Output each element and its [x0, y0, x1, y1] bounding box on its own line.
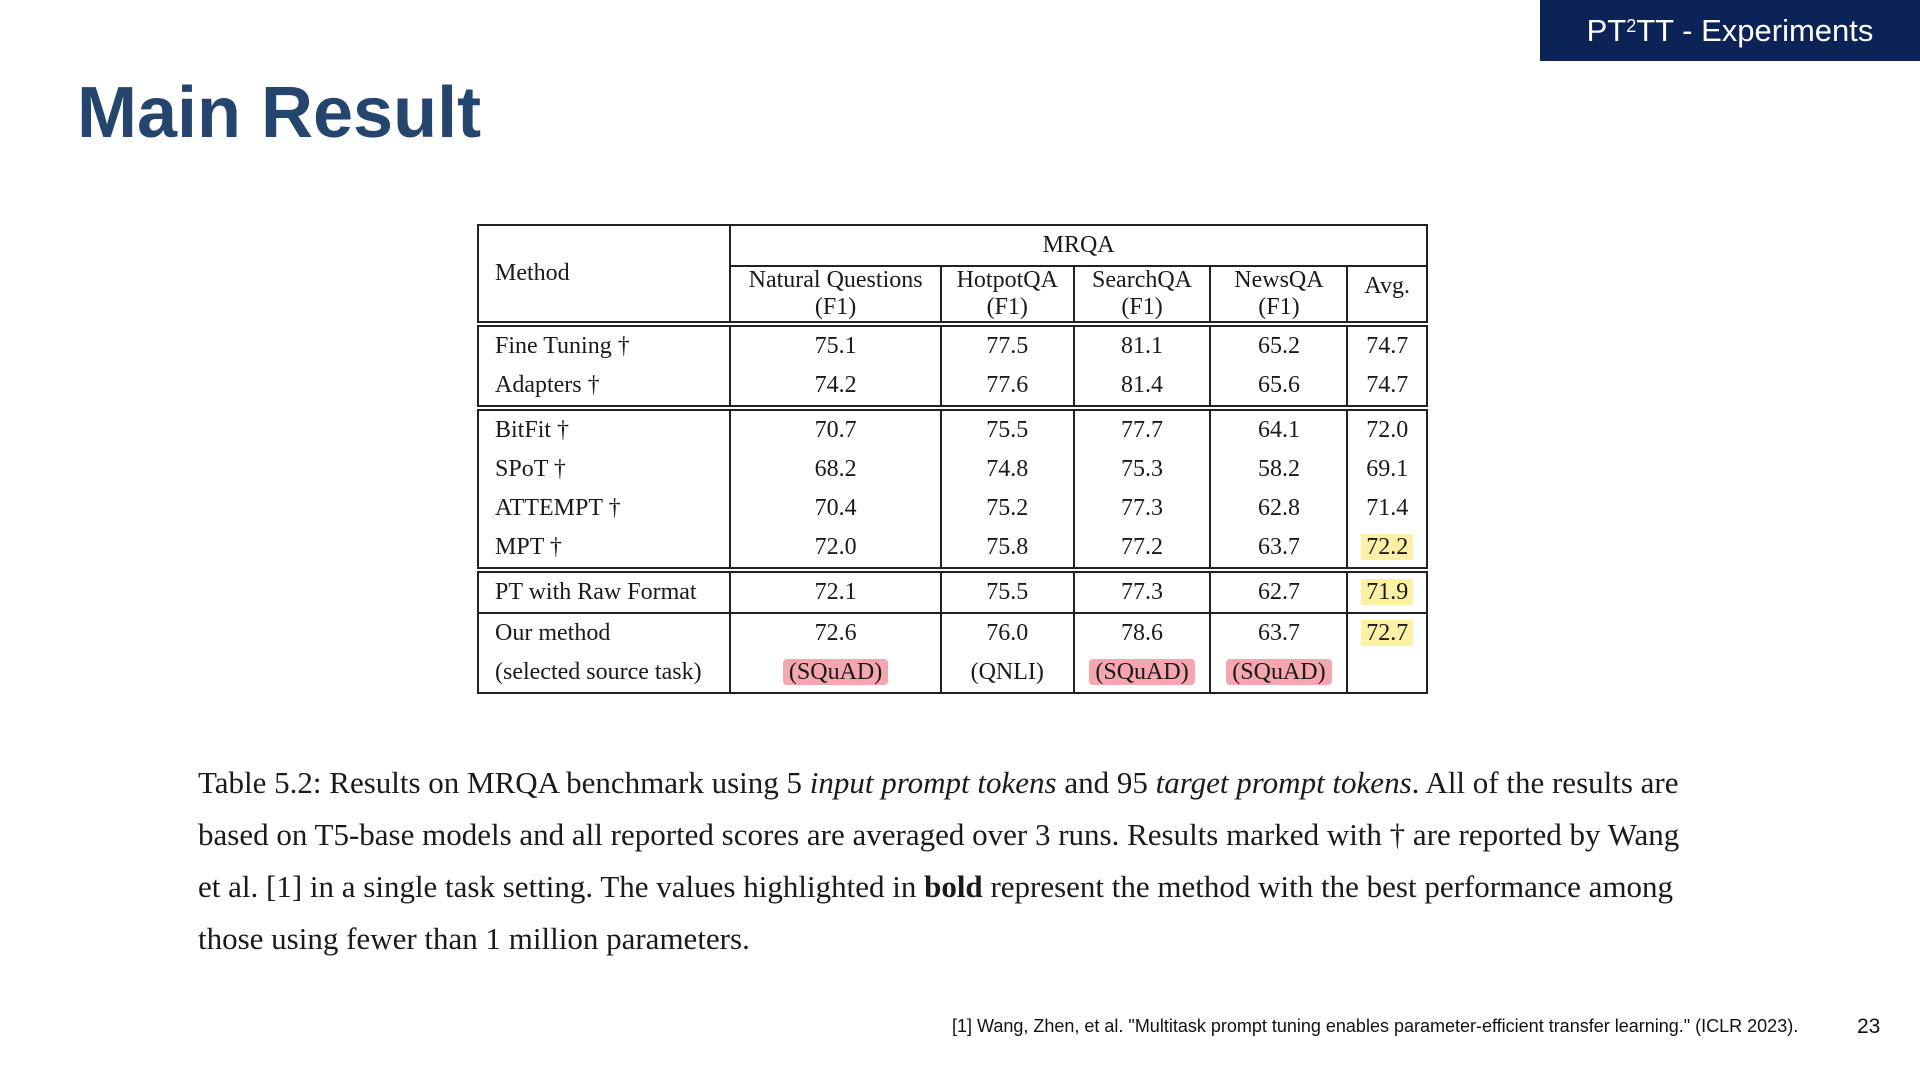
- value-cell: 74.8: [941, 450, 1074, 489]
- value-cell: 68.2: [730, 450, 941, 489]
- table-row: [478, 570, 1427, 613]
- table-row: [478, 653, 1427, 693]
- table-row: [478, 528, 1427, 570]
- footnote: [1] Wang, Zhen, et al. "Multitask prompt tuning enables parameter-efficient transfer learning." (ICLR 2023).: [952, 1016, 1799, 1036]
- pink-highlight: (SQuAD): [1089, 659, 1194, 685]
- column-name: SearchQA: [1092, 267, 1193, 293]
- method-cell: SPoT †: [478, 450, 730, 489]
- value-cell-highlighted: [1347, 570, 1427, 613]
- value-cell: 75.8: [941, 528, 1074, 570]
- value-cell: 77.2: [1074, 528, 1211, 570]
- column-metric: (F1): [1258, 294, 1300, 320]
- value-cell: 75.5: [941, 570, 1074, 613]
- pink-highlight: (SQuAD): [1226, 659, 1331, 685]
- value-cell-bold: 76.0: [941, 613, 1074, 653]
- section-tag: [1540, 0, 1920, 61]
- value-cell: 77.3: [1074, 489, 1211, 528]
- value-cell-bold: 78.6: [1074, 613, 1211, 653]
- method-cell: Fine Tuning †: [478, 324, 730, 366]
- method-cell: Our method: [478, 613, 730, 653]
- value-cell: 77.3: [1074, 570, 1211, 613]
- value-cell: 72.1: [730, 570, 941, 613]
- column-name: Avg.: [1364, 273, 1410, 299]
- method-cell: PT with Raw Format: [478, 570, 730, 613]
- caption-text: . All of the results are based on T5-base models and all reported scores are averaged over 3 runs. Results marked with † are reported by Wang et al. [1] in a single task setting. The values highlighted in: [198, 765, 1680, 904]
- group-header: MRQA: [730, 225, 1427, 266]
- column-name: NewsQA: [1234, 267, 1324, 293]
- column-header: [730, 266, 941, 324]
- table-row: [478, 366, 1427, 408]
- yellow-highlight: 72.7: [1361, 620, 1413, 646]
- source-task-cell: [1347, 653, 1427, 693]
- value-cell: 65.2: [1210, 324, 1347, 366]
- value-cell: 75.3: [1074, 450, 1211, 489]
- value-cell: 77.5: [941, 324, 1074, 366]
- value-cell: 63.7: [1210, 528, 1347, 570]
- source-task-cell: (QNLI): [941, 653, 1074, 693]
- method-cell: ATTEMPT †: [478, 489, 730, 528]
- table-row: [478, 324, 1427, 366]
- value-cell: 70.4: [730, 489, 941, 528]
- value-cell: 72.0: [730, 528, 941, 570]
- method-header: Method: [478, 225, 730, 324]
- section-tag-superscript: 2: [1626, 16, 1637, 36]
- column-metric: (F1): [986, 294, 1028, 320]
- column-header: [1347, 266, 1427, 324]
- value-cell: 77.6: [941, 366, 1074, 408]
- column-header: [1074, 266, 1211, 324]
- value-cell: 62.7: [1210, 570, 1347, 613]
- value-cell: 75.5: [941, 408, 1074, 450]
- table-row: [478, 489, 1427, 528]
- value-cell: 72.0: [1347, 408, 1427, 450]
- value-cell: 71.4: [1347, 489, 1427, 528]
- value-cell-bold: 64.1: [1210, 408, 1347, 450]
- caption-text: Table 5.2: Results on MRQA benchmark using 5: [198, 765, 810, 800]
- value-cell: 58.2: [1210, 450, 1347, 489]
- value-cell: 74.7: [1347, 366, 1427, 408]
- column-metric: (F1): [1121, 294, 1163, 320]
- value-cell: 65.6: [1210, 366, 1347, 408]
- source-task-cell: [1210, 653, 1347, 693]
- value-cell: 70.7: [730, 408, 941, 450]
- value-cell: 75.1: [730, 324, 941, 366]
- results-table: [477, 224, 1428, 694]
- caption-text: represent the method with the best performance among those using fewer than 1 million parameters.: [198, 869, 1674, 956]
- table-row: [478, 613, 1427, 653]
- value-cell: 81.1: [1074, 324, 1211, 366]
- value-cell: 62.8: [1210, 489, 1347, 528]
- value-cell-highlighted: [1347, 528, 1427, 570]
- value-cell: 74.7: [1347, 324, 1427, 366]
- table-caption: [198, 757, 1708, 965]
- column-header: [1210, 266, 1347, 324]
- column-header: [941, 266, 1074, 324]
- value-cell-bold: 72.6: [730, 613, 941, 653]
- source-task-cell: [730, 653, 941, 693]
- method-cell: (selected source task): [478, 653, 730, 693]
- caption-italic: target prompt tokens: [1155, 765, 1412, 800]
- table-row: [478, 408, 1427, 450]
- column-metric: (F1): [814, 294, 857, 320]
- value-cell: 74.2: [730, 366, 941, 408]
- section-tag-suffix: TT - Experiments: [1636, 12, 1874, 48]
- table-row: [478, 450, 1427, 489]
- value-cell: 75.2: [941, 489, 1074, 528]
- value-cell: 69.1: [1347, 450, 1427, 489]
- pink-highlight: (SQuAD): [783, 659, 888, 685]
- value-cell: 77.7: [1074, 408, 1211, 450]
- value-cell-highlighted: [1347, 613, 1427, 653]
- method-cell: MPT †: [478, 528, 730, 570]
- section-tag-prefix: PT: [1586, 12, 1627, 48]
- value-cell: 81.4: [1074, 366, 1211, 408]
- column-name: Natural Questions: [748, 267, 923, 293]
- slide-title: Main Result: [77, 73, 482, 153]
- yellow-highlight: 72.2: [1361, 534, 1413, 560]
- yellow-highlight: 71.9: [1361, 579, 1413, 605]
- source-task-cell: [1074, 653, 1211, 693]
- column-name: HotpotQA: [956, 267, 1058, 293]
- caption-bold: bold: [924, 869, 983, 904]
- method-cell: Adapters †: [478, 366, 730, 408]
- method-cell: BitFit †: [478, 408, 730, 450]
- page-number: 23: [1857, 1015, 1881, 1038]
- value-cell: 63.7: [1210, 613, 1347, 653]
- caption-italic: input prompt tokens: [809, 765, 1057, 800]
- caption-text: and 95: [1056, 765, 1156, 800]
